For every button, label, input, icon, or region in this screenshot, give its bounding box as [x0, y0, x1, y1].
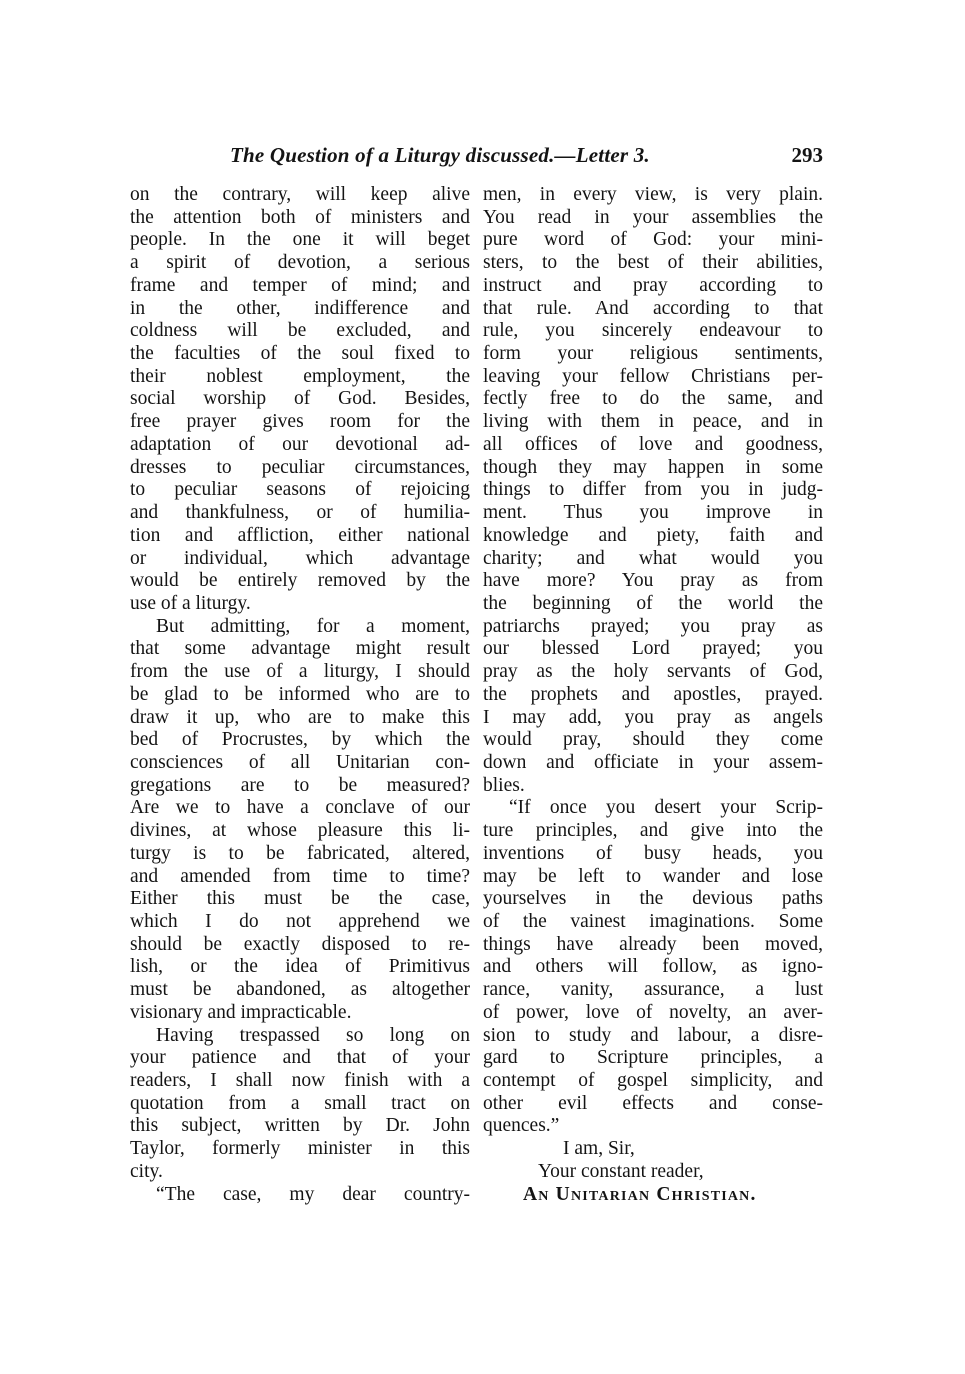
- text-line: inventions of busy heads, you: [483, 842, 823, 864]
- text-line: consciences of all Unitarian con-: [130, 751, 470, 773]
- text-line: charity; and what would you: [483, 547, 823, 569]
- text-line: yourselves in the devious paths: [483, 888, 823, 910]
- text-line: should be exactly disposed to re-: [130, 933, 470, 955]
- text-line: use of a liturgy.: [130, 592, 251, 614]
- text-line: pray as the holy servants of God,: [483, 661, 823, 683]
- text-line: Having trespassed so long on: [156, 1024, 470, 1046]
- text-line: readers, I shall now finish with a: [130, 1070, 470, 1092]
- text-line: though they may happen in some: [483, 456, 823, 478]
- text-line: of the vainest imaginations. Some: [483, 911, 823, 932]
- text-line: the attention both of ministers and: [130, 206, 470, 228]
- text-line: form your religious sentiments,: [483, 343, 823, 365]
- text-line: in the other, indifference and: [130, 297, 470, 319]
- text-line: contempt of gospel simplicity, and: [483, 1070, 823, 1092]
- text-line: things have already been moved,: [483, 933, 823, 955]
- text-line: turgy is to be fabricated, altered,: [130, 842, 470, 864]
- text-line: and amended from time to time?: [130, 865, 470, 887]
- text-line: a spirit of devotion, a serious: [130, 252, 470, 274]
- text-line: the prophets and apostles, prayed.: [483, 683, 823, 705]
- text-line: free prayer gives room for the: [130, 411, 470, 433]
- text-line: on the contrary, will keep alive: [130, 184, 470, 205]
- text-line: bed of Procrustes, by which the: [130, 729, 470, 751]
- text-line: quotation from a small tract on: [130, 1092, 470, 1114]
- text-line: men, in every view, is very plain.: [483, 184, 823, 205]
- text-line: would pray, should they come: [483, 729, 823, 751]
- text-line: that rule. And according to that: [483, 297, 823, 319]
- text-line: that some advantage might result: [130, 638, 470, 660]
- text-line: ture principles, and give into the: [483, 820, 823, 842]
- running-header: [230, 143, 823, 171]
- text-line: dresses to peculiar circumstances,: [130, 456, 470, 478]
- signature-line: Your constant reader,: [538, 1160, 704, 1182]
- text-line: our blessed Lord prayed; you: [483, 638, 823, 660]
- text-line: this subject, written by Dr. John: [130, 1115, 470, 1137]
- text-line: things to differ from you in judg-: [483, 479, 823, 501]
- text-line: coldness will be excluded, and: [130, 320, 470, 342]
- text-line: leaving your fellow Christians per-: [483, 365, 823, 387]
- text-line: quences.”: [483, 1115, 560, 1137]
- text-line: to peculiar seasons of rejoicing: [130, 479, 470, 501]
- text-line: of power, love of novelty, an aver-: [483, 1001, 823, 1023]
- text-line: Either this must be the case,: [130, 888, 470, 910]
- text-line: ment. Thus you improve in: [483, 502, 823, 524]
- text-line: sion to study and labour, a disre-: [483, 1024, 823, 1046]
- text-line: Are we to have a conclave of our: [130, 797, 470, 819]
- text-line: knowledge and piety, faith and: [483, 524, 823, 546]
- text-line: adaptation of our devotional ad-: [130, 433, 470, 455]
- text-line: draw it up, who are to make this: [130, 706, 470, 728]
- text-line: You read in your assemblies the: [483, 206, 823, 228]
- text-line: instruct and pray according to: [483, 274, 823, 296]
- text-line: tion and affliction, either national: [130, 524, 470, 546]
- text-line: rance, vanity, assurance, a lust: [483, 979, 823, 1001]
- text-line: “The case, my dear country-: [156, 1183, 470, 1205]
- text-line: gregations are to be measured?: [130, 774, 470, 796]
- page-number: 293: [791, 143, 823, 167]
- text-line: have more? You pray as from: [483, 570, 823, 592]
- text-line: social worship of God. Besides,: [130, 388, 470, 410]
- right-column: [483, 184, 823, 1206]
- text-line: all offices of love and goodness,: [483, 433, 823, 455]
- text-line: the beginning of the world the: [483, 592, 823, 614]
- text-line: divines, at whose pleasure this li-: [130, 820, 470, 842]
- text-line: “If once you desert your Scrip-: [509, 797, 823, 819]
- text-line: gard to Scripture principles, a: [483, 1047, 823, 1069]
- text-line: city.: [130, 1160, 163, 1182]
- text-line: may be left to wander and lose: [483, 865, 823, 887]
- text-line: blies.: [483, 774, 525, 796]
- text-line: the faculties of the soul fixed to: [130, 343, 470, 365]
- text-line: must be abandoned, as altogether: [130, 979, 470, 1001]
- text-line: be glad to be informed who are to: [130, 683, 470, 705]
- text-line: pure word of God: your mini-: [483, 229, 823, 251]
- text-line: I may add, you pray as angels: [483, 706, 823, 728]
- text-line: visionary and impracticable.: [130, 1001, 352, 1023]
- text-line: rule, you sincerely endeavour to: [483, 320, 823, 342]
- text-line: from the use of a liturgy, I should: [130, 661, 470, 683]
- running-title: The Question of a Liturgy discussed.—Letter 3.: [230, 143, 650, 167]
- text-line: their noblest employment, the: [130, 365, 470, 387]
- text-line: and thankfulness, or of humilia-: [130, 502, 470, 524]
- text-line: or individual, which advantage: [130, 547, 470, 569]
- text-line: But admitting, for a moment,: [156, 615, 470, 637]
- text-line: other evil effects and conse-: [483, 1092, 823, 1114]
- text-line: patriarchs prayed; you pray as: [483, 615, 823, 637]
- text-line: frame and temper of mind; and: [130, 274, 470, 296]
- text-line: would be entirely removed by the: [130, 570, 470, 592]
- text-line: your patience and that of your: [130, 1047, 470, 1069]
- text-line: and others will follow, as igno-: [483, 956, 823, 978]
- text-line: fectly free to do the same, and: [483, 388, 823, 410]
- text-line: lish, or the idea of Primitivus: [130, 956, 470, 978]
- text-line: down and officiate in your assem-: [483, 751, 823, 773]
- left-column: [130, 184, 470, 1206]
- signature-name: An Unitarian Christian.: [523, 1183, 757, 1205]
- text-line: people. In the one it will beget: [130, 229, 470, 251]
- text-line: Taylor, formerly minister in this: [130, 1138, 470, 1160]
- text-line: sters, to the best of their abilities,: [483, 252, 823, 274]
- text-line: which I do not apprehend we: [130, 911, 470, 932]
- text-line: living with them in peace, and in: [483, 411, 823, 433]
- signature-closing: I am, Sir,: [563, 1138, 635, 1160]
